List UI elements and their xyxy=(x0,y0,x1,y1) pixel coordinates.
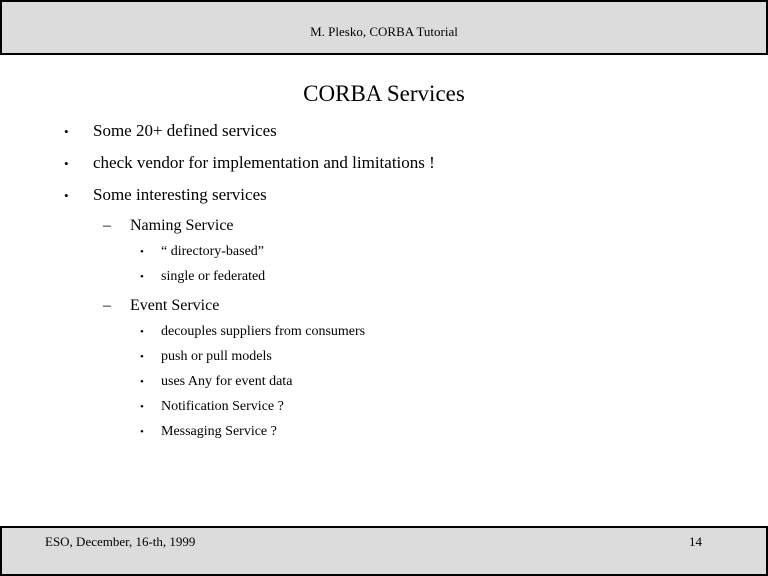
slide-header-bar xyxy=(0,0,768,55)
bullet-item-level-3 xyxy=(0,349,768,365)
bullet-marker: • xyxy=(140,351,144,363)
bullet-text: uses Any for event data xyxy=(161,374,293,389)
bullet-item-level-1 xyxy=(0,122,768,141)
slide-footer-bar xyxy=(0,526,768,576)
bullet-item-level-2 xyxy=(0,296,768,315)
bullet-marker: • xyxy=(64,124,69,139)
bullet-text: Event Service xyxy=(130,297,220,314)
bullet-marker: • xyxy=(140,326,144,338)
bullet-text: push or pull models xyxy=(161,349,272,364)
bullet-item-level-3 xyxy=(0,424,768,440)
bullet-marker: • xyxy=(140,401,144,413)
bullet-text: Notification Service ? xyxy=(161,399,284,414)
footer-date: ESO, December, 16-th, 1999 xyxy=(45,534,196,549)
bullet-marker: • xyxy=(64,156,69,171)
bullet-text: Messaging Service ? xyxy=(161,424,277,439)
bullet-text: decouples suppliers from consumers xyxy=(161,324,366,339)
bullet-text: Some 20+ defined services xyxy=(93,121,277,140)
bullet-text: single or federated xyxy=(161,269,266,284)
bullet-item-level-3 xyxy=(0,269,768,285)
header-title: M. Plesko, CORBA Tutorial xyxy=(310,23,458,39)
bullet-marker: • xyxy=(140,246,144,258)
bullet-marker: • xyxy=(64,188,69,203)
bullet-marker: • xyxy=(140,271,144,283)
bullet-text: Naming Service xyxy=(130,217,234,234)
bullet-item-level-2 xyxy=(0,216,768,235)
bullet-text: check vendor for implementation and limitations ! xyxy=(93,153,435,172)
bullet-text: Some interesting services xyxy=(93,185,267,204)
bullet-item-level-3 xyxy=(0,374,768,390)
bullet-marker: • xyxy=(140,376,144,388)
bullet-item-level-3 xyxy=(0,399,768,415)
bullet-item-level-1 xyxy=(0,186,768,205)
bullet-marker: – xyxy=(103,217,111,234)
bullet-text: “ directory-based” xyxy=(161,244,264,259)
bullet-marker: • xyxy=(140,426,144,438)
slide-title: CORBA Services xyxy=(303,81,465,106)
bullet-list xyxy=(0,109,768,440)
page-number: 14 xyxy=(689,534,702,549)
bullet-marker: – xyxy=(103,297,111,314)
bullet-item-level-3 xyxy=(0,244,768,260)
bullet-item-level-1 xyxy=(0,154,768,173)
bullet-item-level-3 xyxy=(0,324,768,340)
